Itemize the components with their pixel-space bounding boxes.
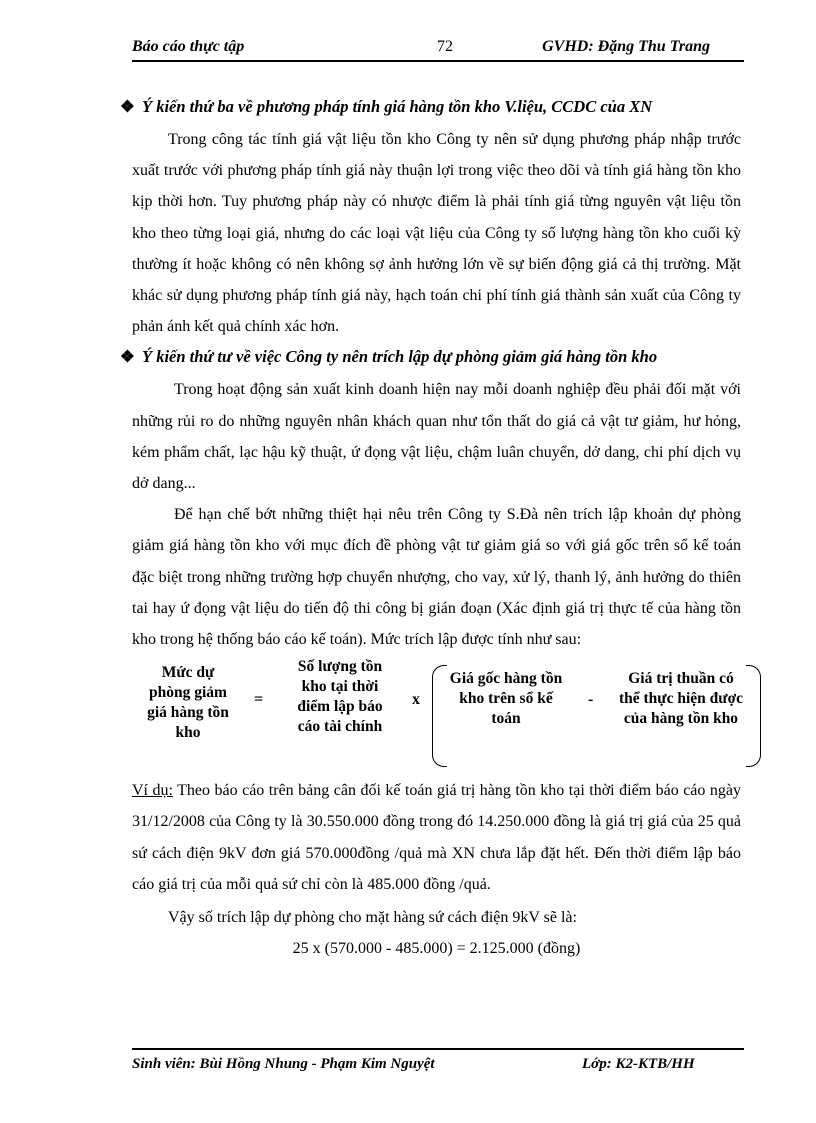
formula-term-net-realizable [606, 669, 756, 729]
formula-text: giá hàng tồn [147, 704, 229, 722]
formula-text: Số lượng tồn [297, 658, 383, 676]
example-text: Theo báo cáo trên bảng cân đối kế toán giá trị hàng tồn kho tại thời điểm báo cáo ngày 31/12/2008 của Công ty là 30.550.000 đồng trong đó 14.250.000 đồng là giá trị giá của 25 quả sứ cách điện 9kV đơn giá 570.000đồng /quả mà XN chưa lắp đặt hết. Đến thời điểm lập báo cáo giá trị của mỗi quả sứ chỉ còn là 485.000 đồng /quả. [132, 782, 741, 893]
formula-term-original-cost [438, 669, 574, 729]
formula-text: của hàng tồn kho [623, 710, 739, 728]
diamond-bullet-icon: ❖ [120, 347, 135, 367]
minus-sign: - [588, 691, 594, 709]
example-calculation: 25 x (570.000 - 485.000) = 2.125.000 (đồng) [292, 940, 581, 958]
formula-text: Mức dự [161, 664, 215, 682]
formula-term-provision [132, 663, 244, 743]
header-supervisor: GVHD: Đặng Thu Trang [542, 38, 710, 55]
formula-text: Giá trị thuần có [628, 670, 734, 688]
diamond-bullet-icon: ❖ [120, 97, 135, 116]
page-content [120, 94, 744, 964]
section-heading-4-text: Ý kiến thứ tư về việc Công ty nên trích lập dự phòng giảm giá hàng tồn kho [142, 347, 658, 367]
footer-students: Sinh viên: Bùi Hồng Nhung - Phạm Kim Nguyệt [132, 1056, 435, 1072]
section-heading-3 [120, 94, 741, 120]
formula-text: kho trên sổ kế [459, 690, 553, 708]
section-3-paragraph: Trong công tác tính giá vật liệu tồn kho Công ty nên sử dụng phương pháp nhập trước xuất trước với phương pháp tính giá này thuận lợi trong việc theo dõi và tính giá hàng tồn kho kịp thời hơn. Tuy phương pháp này có nhược điểm là phải tính giá từng nguyên vật liệu tồn kho theo từng loại giá, nhưng do các loại vật liệu của Công ty số lượng hàng tồn kho cuối kỳ thường ít hoặc không có nên không sợ ảnh hưởng lớn về sự biến động giá cả thị trường. Mặt khác sử dụng phương pháp tính giá này, hạch toán chi phí tính giá thành sản xuất của Công ty phản ánh kết quả chính xác hơn. [132, 131, 741, 336]
page-number: 72 [437, 38, 453, 55]
section-4-paragraph-2: Để hạn chế bớt những thiệt hại nêu trên Công ty S.Đà nên trích lập khoản dự phòng giảm giá hàng tồn kho với mục đích đề phòng vật tư giảm giá so với giá gốc trên sổ kế toán đặc biệt trong những trường hợp chuyển nhượng, cho vay, xử lý, thanh lý, ảnh hưởng do thiên tai hay ứ đọng vật liệu do tiến độ thi công bị gián đoạn (Xác định giá trị thực tế của hàng tồn kho trong hệ thống báo cáo kế toán). Mức trích lập được tính như sau: [132, 506, 741, 649]
formula-text: kho [175, 724, 201, 742]
example-paragraph [132, 775, 741, 900]
formula-text: kho tại thời [301, 678, 379, 696]
page-header [132, 36, 744, 62]
right-brace [746, 665, 761, 767]
formula-term-quantity [280, 657, 400, 737]
example-conclusion: Vậy số trích lập dự phòng cho mặt hàng sứ cách điện 9kV sẽ là: [168, 909, 577, 927]
section-heading-4 [120, 344, 741, 370]
formula-text: điểm lập báo [297, 698, 383, 716]
formula-text: toán [491, 710, 521, 728]
section-heading-3-text: Ý kiến thứ ba về phương pháp tính giá hàng tồn kho V.liệu, CCDC của XN [142, 97, 653, 116]
formula-text: thể thực hiện được [618, 690, 744, 708]
formula-text: phòng giảm [149, 684, 227, 702]
formula-text: cáo tài chính [297, 718, 383, 736]
multiply-sign: x [412, 691, 420, 709]
equals-sign: = [254, 691, 264, 709]
footer-class: Lớp: K2-KTB/HH [582, 1056, 695, 1072]
section-4-paragraph-1: Trong hoạt động sản xuất kinh doanh hiện nay mỗi doanh nghiệp đều phải đối mặt với những rủi ro do những nguyên nhân khách quan như tổn thất do giá cả vật tư giảm, hư hỏng, kém phẩm chất, lạc hậu kỹ thuật, ứ đọng vật liệu, chậm luân chuyển, dở dang, chi phí dịch vụ dở dang... [132, 381, 741, 493]
formula-text: Giá gốc hàng tồn [449, 670, 563, 688]
provision-formula [132, 657, 744, 775]
header-report-title: Báo cáo thực tập [132, 38, 245, 55]
page-footer [132, 1048, 744, 1072]
example-label: Ví dụ: [132, 782, 173, 800]
